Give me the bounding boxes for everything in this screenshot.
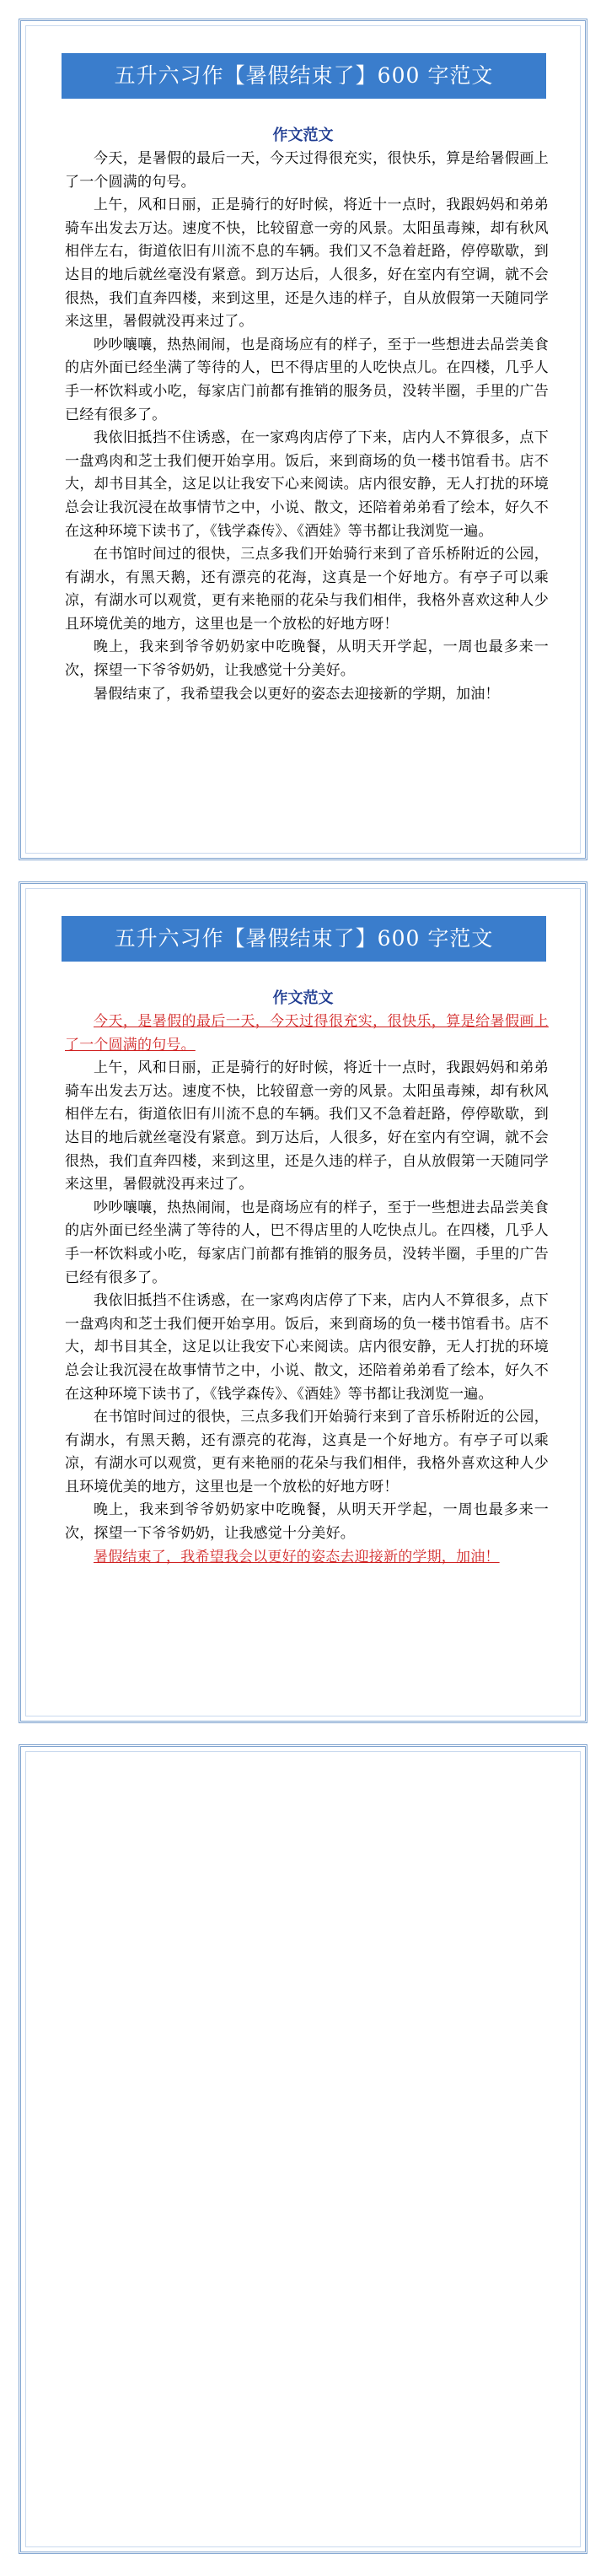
paragraph: 在书馆时间过的很快，三点多我们开始骑行来到了音乐桥附近的公园，有湖水，有黑天鹅，还有漂亮的花海，这真是一个好地方。有亭子可以乘凉，有湖水可以观赏，更有来艳丽的花朵与我们相伴，我格外喜欢这种人少且环境优美的地方，这里也是一个放松的好地方呀！ (65, 546, 549, 633)
paragraph: 我依旧抵挡不住诱惑，在一家鸡肉店停了下来，店内人不算很多，点下一盘鸡肉和芝士我们便开始享用。饭后，来到商场的负一楼书馆看书。店不大，却书目其全，这足以让我安下心来阅读。店内很安静，无人打扰的环境总会让我沉浸在故事情节之中，小说、散文，还陪着弟弟看了绘本，好久不在这种环境下读书了，《钱学森传》、《酒娃》等书都让我浏览一遍。 (65, 429, 549, 540)
paragraph: 上午，风和日丽，正是骑行的好时候，将近十一点时，我跟妈妈和弟弟骑车出发去万达。速度不快，比较留意一旁的风景。太阳虽毒辣，却有秋风相伴左右，街道依旧有川流不息的车辆。我们又不急着赶路，停停歇歇，到达目的地后就丝毫没有紧意。到万达后，人很多，好在室内有空调，就不会很热，我们直奔四楼，来到这里，还是久违的样子，自从放假第一天随同学来这里，暑假就没再来过了。 (65, 197, 549, 331)
paragraph: 我依旧抵挡不住诱惑，在一家鸡肉店停了下来，店内人不算很多，点下一盘鸡肉和芝士我们便开始享用。饭后，来到商场的负一楼书馆看书。店不大，却书目其全，这足以让我安下心来阅读。店内很安静，无人打扰的环境总会让我沉浸在故事情节之中，小说、散文，还陪着弟弟看了绘本，好久不在这种环境下读书了，《钱学森传》、《酒娃》等书都让我浏览一遍。 (65, 1292, 549, 1403)
essay-card-annotated (19, 881, 587, 1723)
paragraph: 晚上，我来到爷爷奶奶家中吃晚餐，从明天开学起，一周也最多来一次，探望一下爷爷奶奶，让我感觉十分美好。 (65, 639, 549, 680)
paragraph-highlighted: 今天，是暑假的最后一天，今天过得很充实，很快乐，算是给暑假画上了一个圆满的句号。 (65, 1013, 549, 1054)
title-banner: 五升六习作【暑假结束了】600 字范文 (62, 916, 546, 962)
essay-heading: 作文范文 (272, 989, 334, 1007)
blank-card (19, 1744, 587, 2554)
essay-body (65, 148, 549, 706)
essay-card-plain (19, 19, 587, 860)
title-banner: 五升六习作【暑假结束了】600 字范文 (62, 53, 546, 99)
paragraph: 暑假结束了，我希望我会以更好的姿态去迎接新的学期，加油！ (94, 685, 500, 703)
paragraph: 吵吵嚷嚷，热热闹闹，也是商场应有的样子，至于一些想进去品尝美食的店外面已经坐满了等待的人，巴不得店里的人吃快点儿。在四楼，几乎人手一杯饮料或小吃，每家店门前都有推销的服务员，没转半圈，手里的广告已经有很多了。 (65, 336, 549, 423)
essay-heading: 作文范文 (272, 127, 334, 144)
paragraph: 今天，是暑假的最后一天，今天过得很充实，很快乐，算是给暑假画上了一个圆满的句号。 (65, 150, 549, 191)
paragraph: 在书馆时间过的很快，三点多我们开始骑行来到了音乐桥附近的公园，有湖水，有黑天鹅，还有漂亮的花海，这真是一个好地方。有亭子可以乘凉，有湖水可以观赏，更有来艳丽的花朵与我们相伴，我格外喜欢这种人少且环境优美的地方，这里也是一个放松的好地方呀！ (65, 1409, 549, 1495)
paragraph: 吵吵嚷嚷，热热闹闹，也是商场应有的样子，至于一些想进去品尝美食的店外面已经坐满了等待的人，巴不得店里的人吃快点儿。在四楼，几乎人手一杯饮料或小吃，每家店门前都有推销的服务员，没转半圈，手里的广告已经有很多了。 (65, 1199, 549, 1286)
paragraph: 上午，风和日丽，正是骑行的好时候，将近十一点时，我跟妈妈和弟弟骑车出发去万达。速度不快，比较留意一旁的风景。太阳虽毒辣，却有秋风相伴左右，街道依旧有川流不息的车辆。我们又不急着赶路，停停歇歇，到达目的地后就丝毫没有紧意。到万达后，人很多，好在室内有空调，就不会很热，我们直奔四楼，来到这里，还是久违的样子，自从放假第一天随同学来这里，暑假就没再来过了。 (65, 1059, 549, 1194)
essay-body (65, 1010, 549, 1569)
paragraph: 晚上，我来到爷爷奶奶家中吃晚餐，从明天开学起，一周也最多来一次，探望一下爷爷奶奶，让我感觉十分美好。 (65, 1501, 549, 1543)
paragraph-highlighted: 暑假结束了，我希望我会以更好的姿态去迎接新的学期，加油！ (94, 1548, 500, 1566)
